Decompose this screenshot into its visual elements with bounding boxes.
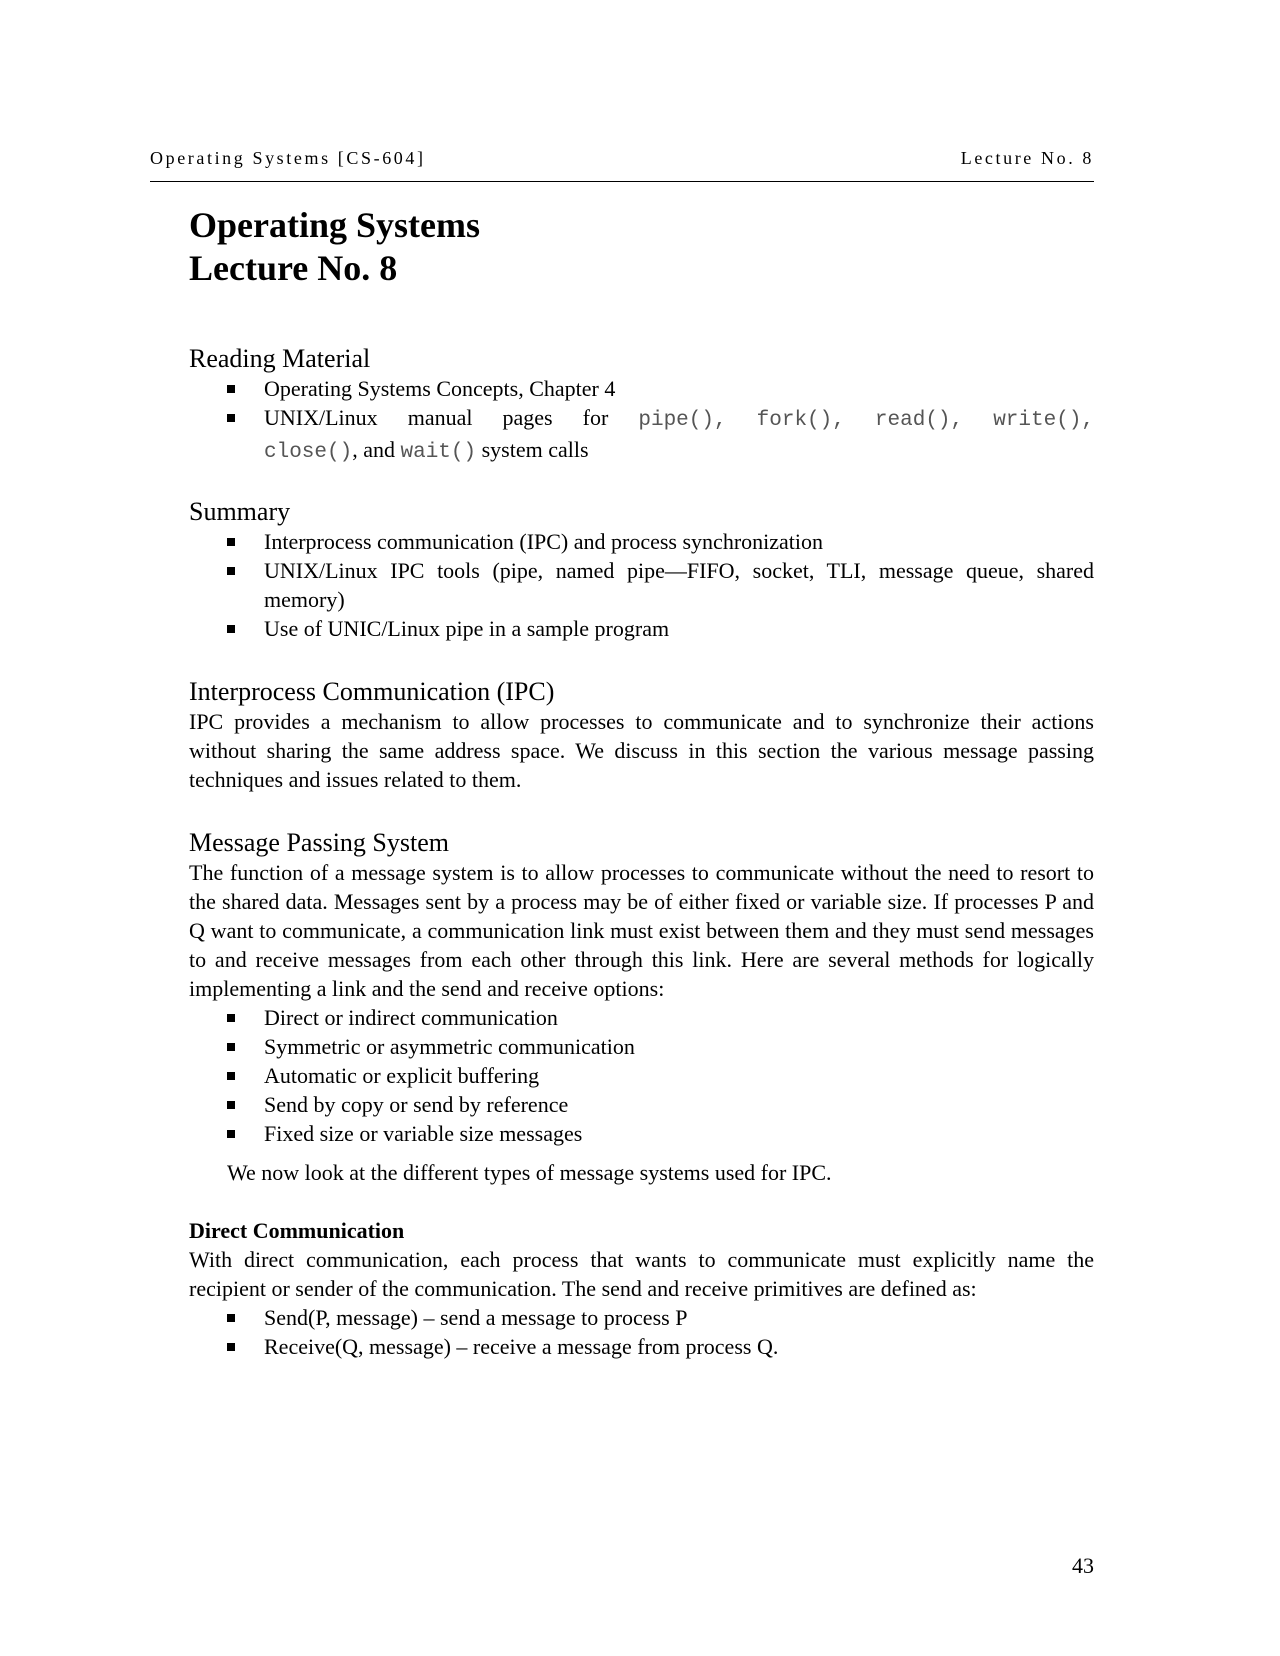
code-fork: fork(), (756, 409, 845, 432)
square-bullet-icon (227, 1130, 235, 1138)
code-pipe: pipe(), (638, 409, 727, 432)
square-bullet-icon (227, 385, 235, 393)
list-item: Receive(Q, message) – receive a message from process Q. (264, 1332, 1094, 1361)
list-item-continuation: close(), and wait() system calls (264, 437, 589, 464)
list-item: Use of UNIC/Linux pipe in a sample program (264, 614, 1094, 643)
list-item: Send(P, message) – send a message to process P (264, 1303, 1094, 1332)
page-number: 43 (1072, 1553, 1094, 1578)
list-item: UNIX/Linux IPC tools (pipe, named pipe—FIFO, socket, TLI, message queue, shared memory) (264, 556, 1094, 614)
square-bullet-icon (227, 414, 235, 422)
square-bullet-icon (227, 1043, 235, 1051)
square-bullet-icon (227, 567, 235, 575)
title-line-2: Lecture No. 8 (189, 248, 398, 288)
ipc-paragraph: IPC provides a mechanism to allow processes to communicate and to synchronize their actions without sharing the same address space. We discuss in this section the various message passing techniques and issues related to them. (189, 709, 1094, 792)
message-passing-paragraph: The function of a message system is to allow processes to communicate without the need to resort to the shared data. Messages sent by a process may be of either fixed or variable size. If processes P and Q want to communicate, a communication link must exist between them and they must send messages to and receive messages from each other through this link. Here are several methods for logically implementing a link and the send and receive options: (189, 860, 1094, 1001)
list-item: Symmetric or asymmetric communication (264, 1032, 1094, 1061)
code-write: write(), (993, 409, 1095, 432)
page-title (189, 204, 1094, 290)
reading-material-heading: Reading Material (189, 344, 371, 373)
code-read: read(), (874, 409, 964, 432)
direct-communication-heading: Direct Communication (189, 1218, 405, 1243)
page-content (189, 204, 1094, 1361)
ipc-heading: Interprocess Communication (IPC) (189, 677, 555, 706)
square-bullet-icon (227, 538, 235, 546)
square-bullet-icon (227, 1101, 235, 1109)
message-passing-heading: Message Passing System (189, 828, 449, 857)
title-line-1: Operating Systems (189, 205, 480, 245)
list-item: Interprocess communication (IPC) and process synchronization (264, 527, 1094, 556)
summary-list (189, 527, 1094, 643)
header-course-label: Operating Systems [CS-604] (150, 148, 426, 168)
square-bullet-icon (227, 1014, 235, 1022)
list-item: Fixed size or variable size messages (264, 1119, 1094, 1148)
running-header (150, 148, 1094, 169)
square-bullet-icon (227, 1314, 235, 1322)
square-bullet-icon (227, 1343, 235, 1351)
message-passing-list (189, 1003, 1094, 1148)
code-wait: wait() (400, 441, 477, 464)
direct-communication-paragraph: With direct communication, each process that wants to communicate must explicitly name the recipient or sender of the communication. The send and receive primitives are defined as: (189, 1247, 1094, 1301)
list-item: Direct or indirect communication (264, 1003, 1094, 1032)
list-item: Operating Systems Concepts, Chapter 4 (264, 374, 1094, 403)
square-bullet-icon (227, 1072, 235, 1080)
code-close: close() (264, 441, 353, 464)
message-systems-closing: We now look at the different types of message systems used for IPC. (227, 1160, 832, 1185)
list-item: UNIX/Linux manual pages for pipe(), fork(), read(), write(), (264, 403, 1094, 435)
header-lecture-label: Lecture No. 8 (960, 148, 1094, 168)
list-item: Automatic or explicit buffering (264, 1061, 1094, 1090)
square-bullet-icon (227, 625, 235, 633)
header-rule (150, 181, 1094, 182)
summary-heading: Summary (189, 497, 291, 526)
direct-communication-list (189, 1303, 1094, 1361)
list-item: Send by copy or send by reference (264, 1090, 1094, 1119)
reading-material-list (189, 374, 1094, 467)
